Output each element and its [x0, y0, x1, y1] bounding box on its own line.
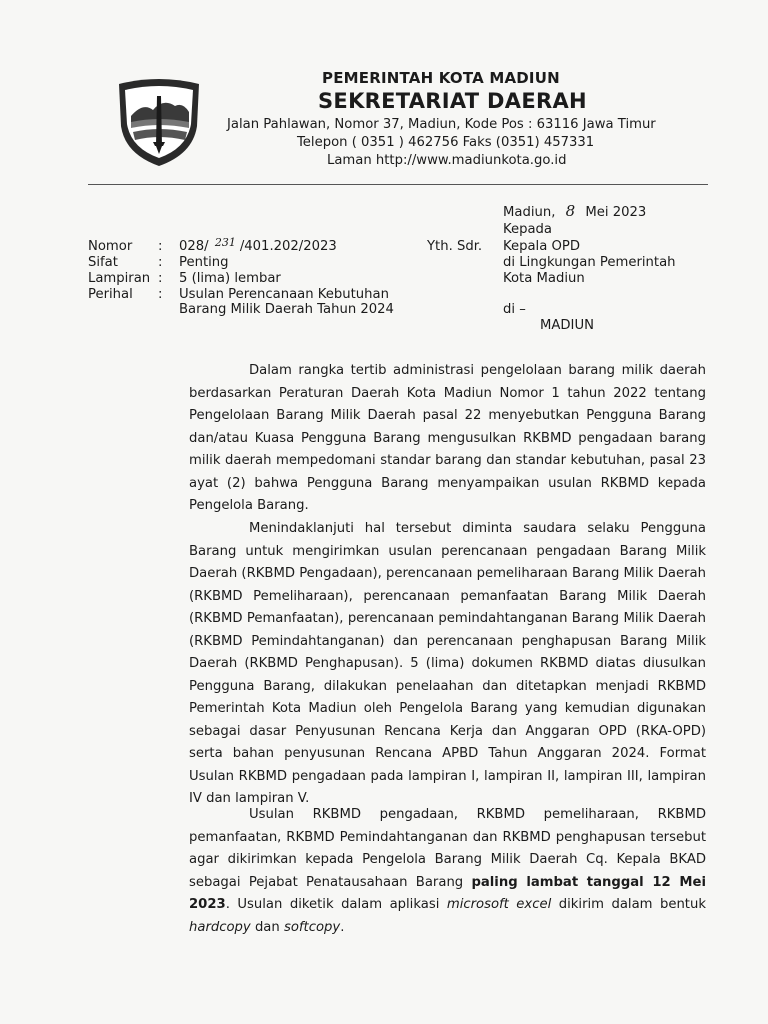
office-website: Laman http://www.madiunkota.go.id — [327, 153, 567, 168]
date-day: 8 — [565, 202, 576, 220]
paragraph-3-text-d: dan — [254, 919, 280, 935]
perihal-label: Perihal — [88, 287, 133, 302]
body-paragraph-3 — [189, 804, 706, 939]
perihal-line-2: Barang Milik Daerah Tahun 2024 — [179, 302, 394, 317]
body-paragraph-1 — [189, 360, 706, 518]
app-name-emphasis: microsoft excel — [446, 897, 552, 912]
perihal-colon: : — [158, 287, 163, 302]
body-paragraph-2 — [189, 518, 706, 811]
recipient-line-3: Kota Madiun — [503, 271, 585, 286]
sifat-value: Penting — [179, 255, 229, 270]
letter-date — [503, 202, 646, 220]
softcopy-emphasis: softcopy — [283, 919, 341, 935]
recipient-city: MADIUN — [540, 318, 594, 333]
recipient-yth: Yth. Sdr. — [427, 239, 483, 254]
office-name: SEKRETARIAT DAERAH — [318, 89, 587, 113]
nomor-suffix: /401.202/2023 — [239, 239, 337, 254]
hardcopy-emphasis: hardcopy — [189, 919, 251, 935]
madiun-emblem-logo — [113, 76, 205, 168]
paragraph-3-text-c: dikirim dalam bentuk — [558, 897, 706, 912]
paragraph-1-text: Dalam rangka tertib administrasi pengelolaan barang milik daerah berdasarkan Peraturan Daerah Kota Madiun Nomor 1 tahun 2022 tentang Pengelolaan Barang Milik Daerah pasal 22 menyebutkan Pengguna Barang dan/atau Kuasa Pengguna Barang mengusulkan RKBMD pengadaan barang milik daerah mempedomani standar barang dan standar kebutuhan, pasal 23 ayat (2) bahwa Pengguna Barang menyampaikan usulan RKBMD kepada Pengelola Barang. — [189, 363, 706, 513]
paragraph-3-text-b: . Usulan diketik dalam aplikasi — [225, 897, 440, 912]
nomor-label: Nomor — [88, 239, 133, 254]
recipient-line-1: Kepala OPD — [503, 239, 580, 254]
sifat-label: Sifat — [88, 255, 118, 270]
letterhead-divider — [88, 184, 708, 185]
lampiran-colon: : — [158, 271, 163, 286]
recipient-kepada: Kepada — [503, 222, 553, 237]
recipient-line-2: di Lingkungan Pemerintah — [503, 255, 676, 270]
sifat-colon: : — [158, 255, 163, 270]
paragraph-3-text-a: Usulan RKBMD pengadaan, RKBMD pemeliharaan, RKBMD pemanfaatan, RKBMD Pemindahtanganan dan RKBMD penghapusan tersebut agar dikirimkan kepada Pengelola Barang Milik Daerah Cq. Kepala BKAD sebagai Pejabat Penatausahaan Barang — [189, 807, 706, 890]
nomor-colon: : — [158, 239, 163, 254]
nomor-handwritten: 231 — [214, 236, 236, 249]
date-month-year: Mei 2023 — [585, 205, 647, 220]
paragraph-3-end: . — [340, 919, 345, 935]
government-name: PEMERINTAH KOTA MADIUN — [322, 69, 560, 87]
lampiran-label: Lampiran — [88, 271, 151, 286]
date-city: Madiun, — [503, 205, 556, 220]
perihal-line-1: Usulan Perencanaan Kebutuhan — [179, 287, 389, 302]
lampiran-value: 5 (lima) lembar — [179, 271, 281, 286]
nomor-prefix: 028/ — [179, 239, 209, 254]
recipient-di: di – — [503, 302, 526, 317]
deadline-emphasis: paling lambat tanggal 12 Mei 2023 — [189, 874, 706, 912]
office-address: Jalan Pahlawan, Nomor 37, Madiun, Kode Pos : 63116 Jawa Timur — [227, 117, 656, 132]
nomor-value — [179, 236, 337, 254]
office-phone: Telepon ( 0351 ) 462756 Faks (0351) 457331 — [297, 135, 595, 150]
paragraph-2-text: Menindaklanjuti hal tersebut diminta saudara selaku Pengguna Barang untuk mengirimkan usulan perencanaan pengadaan Barang Milik Daerah (RKBMD Pengadaan), perencanaan pemeliharaan Barang Milik Daerah (RKBMD Pemeliharaan), perencanaan pemanfaatan Barang Milik Daerah (RKBMD Pemanfaatan), perencanaan pemindahtanganan Barang Milik Daerah (RKBMD Pemindahtanganan) dan perencanaan penghapusan Barang Milik Daerah (RKBMD Penghapusan). 5 (lima) dokumen RKBMD diatas diusulkan Pengguna Barang, dilakukan penelaahan dan ditetapkan menjadi RKBMD Pemerintah Kota Madiun oleh Pengelola Barang yang kemudian digunakan sebagai dasar Penyusunan Rencana Kerja dan Anggaran OPD (RKA-OPD) serta bahan penyusunan Rencana APBD Tahun Anggaran 2024. Format Usulan RKBMD pengadaan pada lampiran I, lampiran II, lampiran III, lampiran IV dan lampiran V. — [189, 521, 706, 806]
